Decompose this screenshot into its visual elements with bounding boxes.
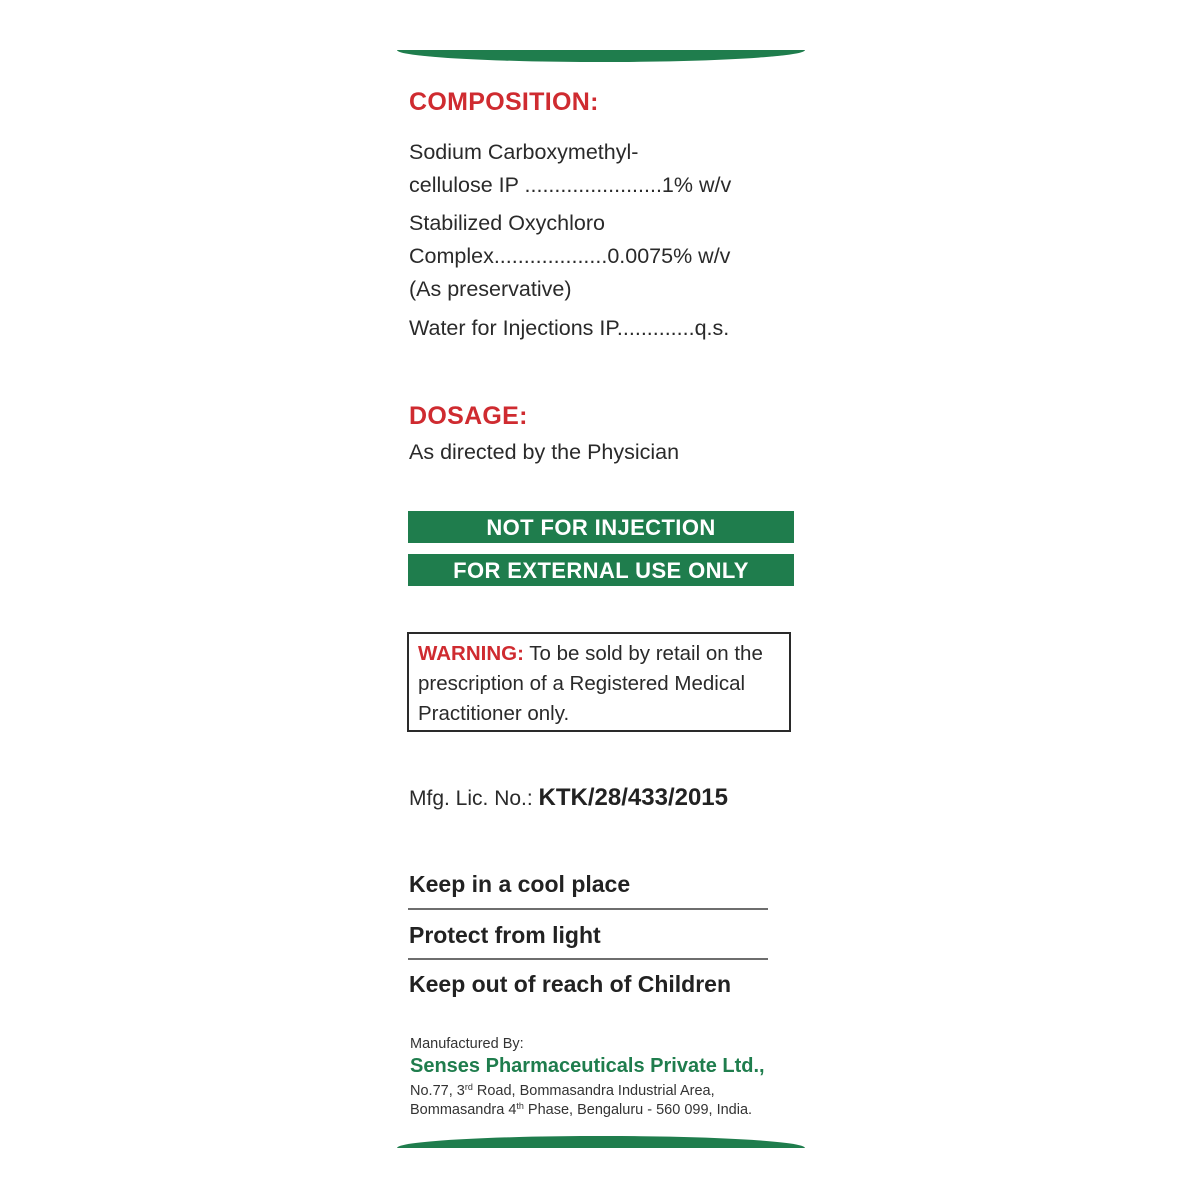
- manufacturer-name: Senses Pharmaceuticals Private Ltd.,: [410, 1055, 765, 1077]
- composition-line-1: Sodium Carboxymethyl-: [409, 140, 639, 164]
- warning-label: WARNING:: [418, 642, 524, 665]
- external-use-banner: FOR EXTERNAL USE ONLY: [408, 554, 794, 586]
- storage-children: Keep out of reach of Children: [409, 971, 732, 997]
- storage-cool-place: Keep in a cool place: [409, 871, 631, 897]
- license-label: Mfg. Lic. No.:: [409, 787, 539, 810]
- composition-line-2: cellulose IP .......................1% w/v: [409, 173, 732, 197]
- dosage-heading: DOSAGE:: [409, 402, 528, 430]
- product-label: [397, 46, 805, 1156]
- bottom-green-band: [397, 1136, 805, 1148]
- not-for-injection-banner: NOT FOR INJECTION: [408, 511, 794, 543]
- divider: [408, 908, 768, 910]
- divider: [408, 958, 768, 960]
- warning-box: [407, 632, 791, 732]
- dosage-text: As directed by the Physician: [409, 440, 680, 464]
- license-number: KTK/28/433/2015: [538, 784, 729, 811]
- composition-line-4: Complex...................0.0075% w/v: [409, 244, 731, 268]
- composition-line-6: Water for Injections IP.............q.s.: [409, 316, 730, 340]
- composition-line-5: (As preservative): [409, 277, 572, 301]
- storage-protect-light: Protect from light: [409, 922, 601, 948]
- composition-heading: COMPOSITION:: [409, 88, 599, 116]
- manufacturer-address-line-2: Bommasandra 4th Phase, Bengaluru - 560 099, India.: [410, 1101, 753, 1118]
- composition-line-3: Stabilized Oxychloro: [409, 211, 605, 235]
- manufacturer-address-line-1: No.77, 3rd Road, Bommasandra Industrial Area,: [410, 1082, 715, 1099]
- mfg-license: [409, 784, 728, 812]
- warning-text: To be sold by retail on the prescription of a Registered Medical Practitioner only.: [418, 642, 763, 725]
- manufactured-by-label: Manufactured By:: [410, 1036, 524, 1052]
- top-green-band: [397, 50, 805, 62]
